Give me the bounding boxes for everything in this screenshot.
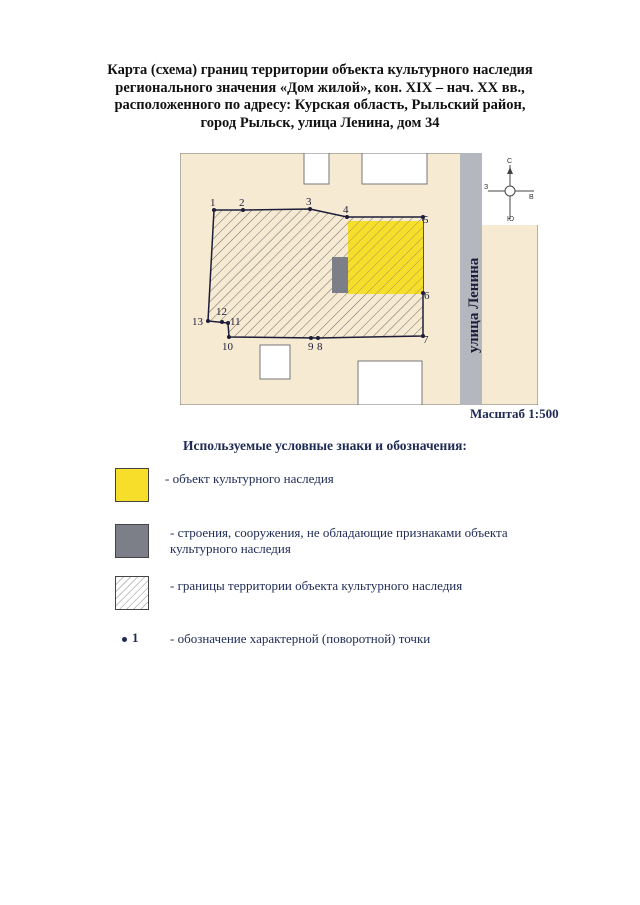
legend-text-buildings-line1: - строения, сооружения, не обладающие признаками объекта — [170, 525, 508, 540]
point-label-5: 5 — [423, 214, 429, 226]
compass-east-label: В — [529, 194, 534, 201]
compass-north-label: С — [507, 158, 513, 165]
neighbor-building — [260, 345, 290, 379]
point-label-10: 10 — [222, 341, 233, 353]
point-10-marker — [227, 335, 231, 339]
hatch-pattern-icon — [116, 577, 148, 609]
legend-text-buildings-line2: культурного наследия — [170, 541, 291, 556]
legend-text-buildings — [170, 525, 590, 557]
title-line-1: Карта (схема) границ территории объекта культурного наследия — [107, 62, 533, 78]
heritage-object-hatch — [348, 221, 423, 294]
point-label-6: 6 — [424, 290, 430, 302]
neighbor-building — [358, 361, 422, 405]
legend-swatch-heritage — [115, 468, 149, 502]
legend-point-number: 1 — [132, 630, 139, 645]
point-dot-icon — [122, 637, 127, 642]
point-label-3: 3 — [306, 196, 312, 208]
legend-title: Используемые условные знаки и обозначения: — [183, 438, 467, 453]
legend-swatch-buildings — [115, 524, 149, 558]
street-label: улица Ленина — [466, 257, 482, 353]
point-label-7: 7 — [423, 334, 429, 346]
point-label-1: 1 — [210, 197, 216, 209]
map-title — [60, 62, 580, 132]
point-label-12: 12 — [216, 306, 227, 318]
title-line-4: город Рыльск, улица Ленина, дом 34 — [200, 114, 440, 131]
title-line-2: регионального значения «Дом жилой», кон. XIX – нач. XX вв., — [115, 79, 525, 96]
map-scale: Масштаб 1:500 — [470, 406, 559, 421]
point-label-13: 13 — [192, 316, 203, 328]
point-label-4: 4 — [343, 204, 349, 216]
point-label-9: 9 — [308, 341, 314, 353]
other-building — [332, 257, 348, 293]
point-8-marker — [316, 336, 320, 340]
compass-west-label: З — [484, 184, 489, 191]
neighbor-building — [304, 153, 329, 184]
legend-text-point: - обозначение характерной (поворотной) точки — [170, 631, 431, 646]
legend-point-symbol — [122, 630, 139, 646]
point-label-11: 11 — [230, 316, 241, 328]
legend-swatch-boundary — [115, 576, 149, 610]
compass-south-label: Ю — [507, 216, 515, 223]
legend-text-heritage: - объект культурного наследия — [165, 471, 334, 486]
point-label-2: 2 — [239, 197, 245, 209]
point-label-8: 8 — [317, 341, 323, 353]
site-map — [180, 153, 538, 405]
legend-text-boundary: - границы территории объекта культурного наследия — [170, 578, 463, 593]
point-12-marker — [220, 320, 224, 324]
site-map-svg — [180, 153, 538, 405]
point-13-marker — [206, 319, 210, 323]
point-9-marker — [309, 336, 313, 340]
title-line-3: расположенного по адресу: Курская область, Рыльский район, — [114, 97, 526, 113]
neighbor-building — [362, 153, 427, 184]
